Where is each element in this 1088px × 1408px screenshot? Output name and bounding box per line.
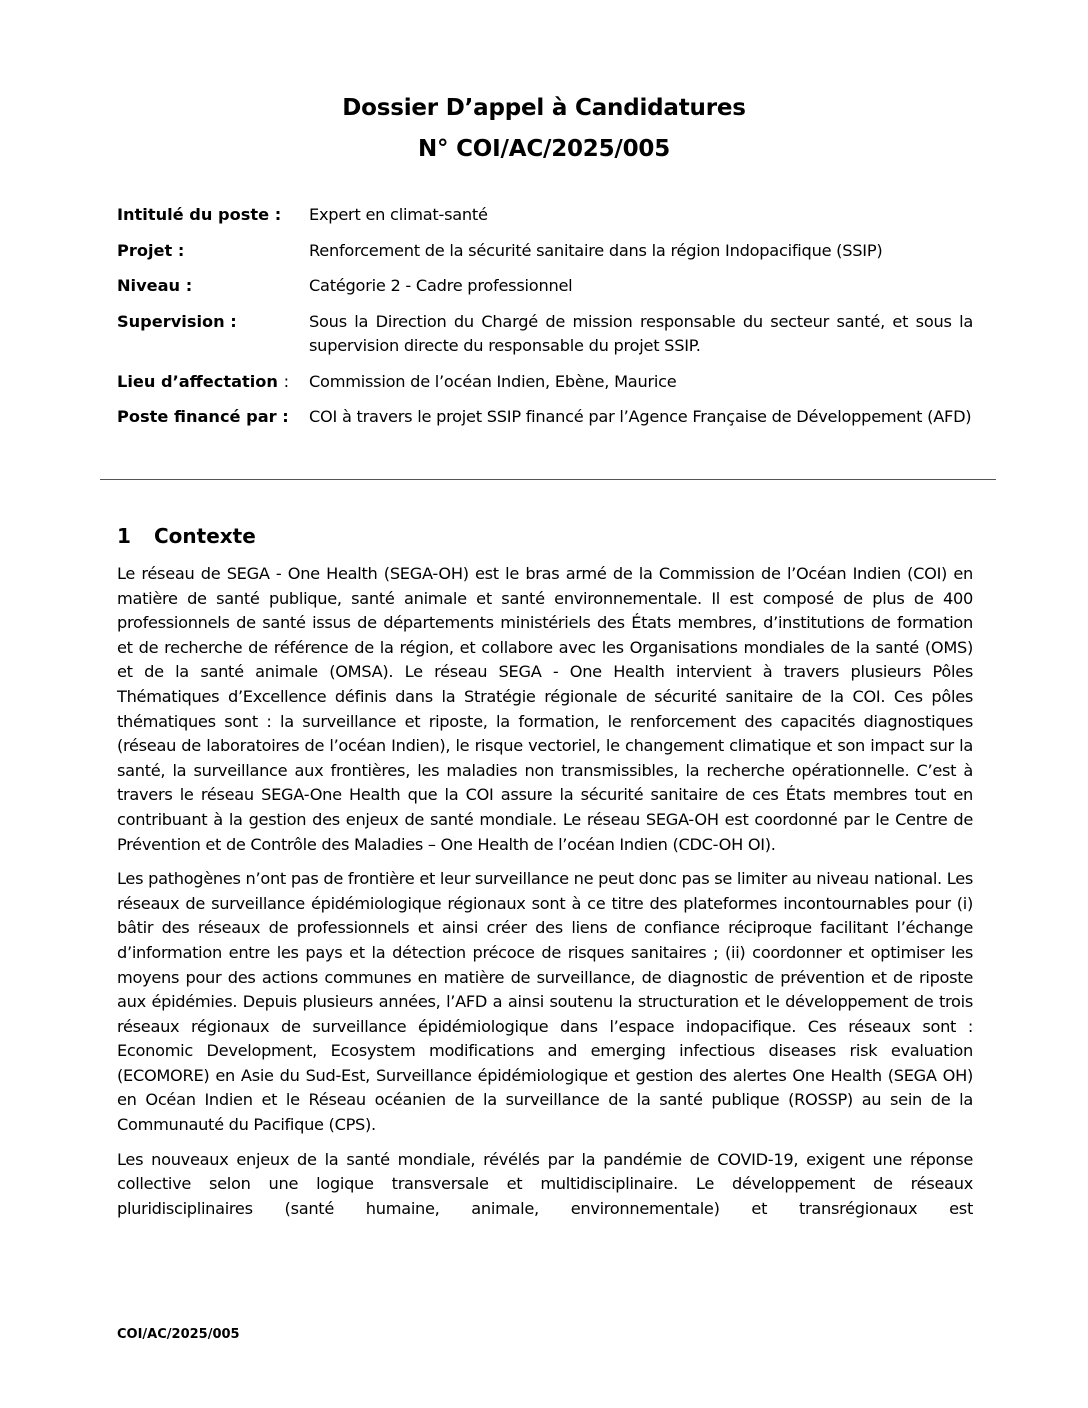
funding-row bbox=[117, 405, 973, 430]
level-row bbox=[117, 274, 973, 299]
project-label: Projet : bbox=[117, 240, 185, 260]
supervision-row bbox=[117, 310, 973, 359]
section-heading-context bbox=[117, 524, 256, 548]
horizontal-divider bbox=[100, 479, 996, 480]
section-title: Contexte bbox=[154, 524, 256, 548]
funding-value: COI à travers le projet SSIP financé par l’Agence Française de Développement (AFD) bbox=[309, 407, 972, 426]
document-title: Dossier D’appel à Candidatures bbox=[342, 95, 746, 121]
job-title-row bbox=[117, 203, 973, 228]
funding-label: Poste financé par : bbox=[117, 407, 289, 426]
job-details bbox=[117, 203, 973, 441]
section-body bbox=[117, 562, 973, 1231]
job-title-label: Intitulé du poste : bbox=[117, 205, 282, 224]
supervision-label: Supervision : bbox=[117, 311, 237, 331]
location-separator: : bbox=[283, 371, 290, 391]
paragraph: Le réseau de SEGA - One Health (SEGA-OH) est le bras armé de la Commission de l’Océan Indien (COI) en matière de santé publique, santé animale et santé environnementale. Il est composé de plus de 400 professionnels de santé issus de départements ministériels des États membres, d’institutions de formation et de recherche de référence de la région, et collabore avec les Organisations mondiales de la santé (OMS) et de la santé animale (OMSA). Le réseau SEGA - One Health intervient à travers plusieurs Pôles Thématiques d’Excellence définis dans la Stratégie régionale de sécurité sanitaire de la COI. Ces pôles thématiques sont : la surveillance et riposte, la formation, le renforcement des capacités diagnostiques (réseau de laboratoires de l’océan Indien), le risque vectoriel, le changement climatique et son impact sur la santé, la surveillance aux frontières, les maladies non transmissibles, la recherche opérationnelle. C’est à travers le réseau SEGA-One Health que la COI assure la sécurité sanitaire de ces États membres tout en contribuant à la gestion des enjeux de santé mondiale. Le réseau SEGA-OH est coordonné par le Centre de Prévention et de Contrôle des Maladies – One Health de l’océan Indien (CDC-OH OI). bbox=[117, 564, 973, 854]
job-title-value: Expert en climat-santé bbox=[309, 205, 488, 224]
location-label: Lieu d’affectation bbox=[117, 371, 278, 391]
project-row bbox=[117, 239, 973, 264]
level-label: Niveau : bbox=[117, 276, 193, 295]
project-value: Renforcement de la sécurité sanitaire dans la région Indopacifique (SSIP) bbox=[309, 240, 883, 260]
level-value: Catégorie 2 - Cadre professionnel bbox=[309, 276, 573, 295]
section-number: 1 bbox=[117, 524, 131, 548]
paragraph: Les nouveaux enjeux de la santé mondiale, révélés par la pandémie de COVID-19, exigent une réponse collective selon une logique transversale et multidisciplinaire. Le développement de réseaux pluridisciplinaires (santé humaine, animale, environnementale) et transrégionaux est bbox=[117, 1149, 973, 1218]
location-label-wrap bbox=[117, 370, 309, 395]
footer-reference: COI/AC/2025/005 bbox=[117, 1327, 240, 1342]
location-row bbox=[117, 370, 973, 395]
paragraph: Les pathogènes n’ont pas de frontière et leur surveillance ne peut donc pas se limiter au niveau national. Les réseaux de surveillance épidémiologique régionaux sont à ce titre des plateformes incontournables pour (i) bâtir des réseaux de professionnels et ainsi créer des liens de confiance réciproque facilitant l’échange d’information entre les pays et la détection précoce de risques sanitaires ; (ii) coordonner et optimiser les moyens pour des actions communes en matière de surveillance, de diagnostic de prévention et de riposte aux épidémies. Depuis plusieurs années, l’AFD a ainsi soutenu la structuration et le développement de trois réseaux régionaux de surveillance épidémiologique dans l’espace indopacifique. Ces réseaux sont : Economic Development, Ecosystem modifications and emerging infectious diseases risk evaluation (ECOMORE) en Asie du Sud-Est, Surveillance épidémiologique et gestion des alertes One Health (SEGA OH) en Océan Indien et le Réseau océanien de la surveillance de la santé publique (ROSSP) au sein de la Communauté du Pacifique (CPS). bbox=[117, 869, 973, 1135]
supervision-value: Sous la Direction du Chargé de mission responsable du secteur santé, et sous la supervision directe du responsable du projet SSIP. bbox=[309, 311, 973, 355]
location-value: Commission de l’océan Indien, Ebène, Maurice bbox=[309, 371, 677, 391]
document-reference-number: N° COI/AC/2025/005 bbox=[417, 136, 671, 162]
